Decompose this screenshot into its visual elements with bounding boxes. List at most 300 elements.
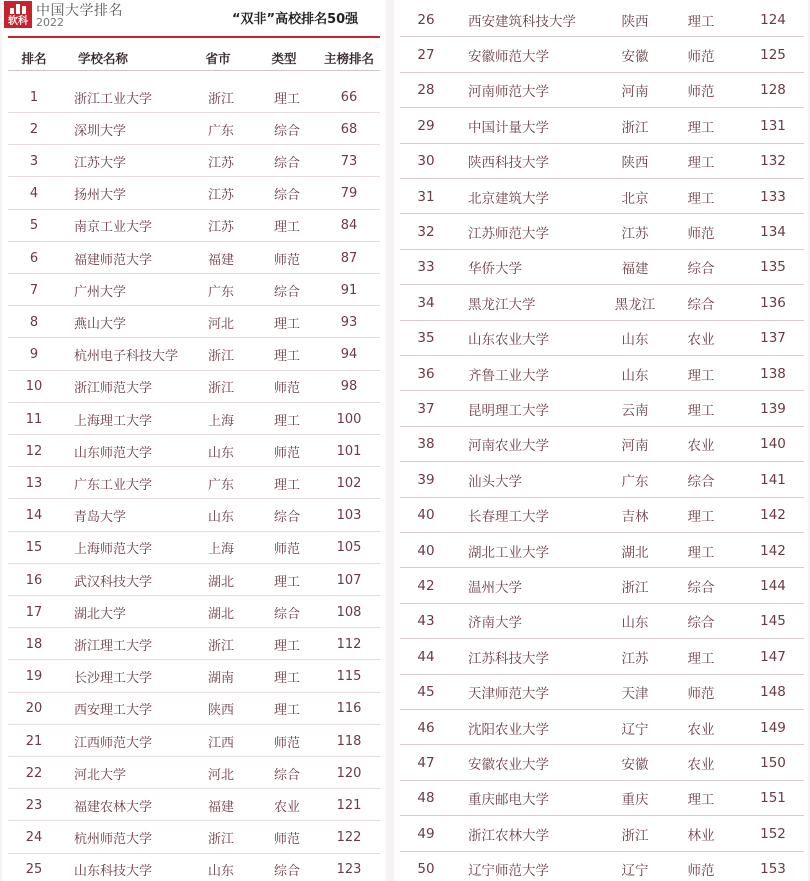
main-rank-cell: 140 — [760, 436, 786, 453]
school-name-cell: 湖北工业大学 — [468, 544, 549, 561]
school-name-cell: 天津师范大学 — [468, 686, 549, 703]
table-row — [8, 435, 380, 467]
school-name-cell: 河北大学 — [74, 767, 127, 783]
province-cell: 河北 — [207, 767, 234, 783]
school-name-cell: 西安理工大学 — [74, 703, 153, 719]
province-cell: 山东 — [207, 864, 234, 880]
type-cell: 农业 — [687, 721, 715, 738]
school-name-cell: 浙江工业大学 — [74, 91, 153, 107]
province-cell: 山东 — [207, 510, 234, 526]
type-cell: 综合 — [687, 580, 715, 597]
main-rank-cell: 107 — [336, 572, 362, 588]
rank-cell: 44 — [417, 648, 435, 665]
main-rank-cell: 124 — [760, 11, 786, 28]
table-row — [8, 306, 380, 338]
province-cell: 浙江 — [207, 349, 234, 365]
type-cell: 师范 — [273, 832, 300, 848]
table-row — [400, 533, 804, 568]
rank-cell: 30 — [417, 153, 435, 170]
school-name-cell: 山东科技大学 — [74, 864, 153, 880]
type-cell: 综合 — [273, 155, 300, 171]
school-name-cell: 齐鲁工业大学 — [468, 367, 549, 384]
type-cell: 综合 — [273, 510, 300, 526]
type-cell: 理工 — [687, 367, 715, 384]
main-rank-cell: 153 — [760, 861, 786, 878]
type-cell: 理工 — [273, 574, 300, 590]
rank-cell: 3 — [29, 153, 39, 169]
rank-cell: 37 — [417, 401, 435, 418]
province-cell: 浙江 — [207, 832, 234, 848]
type-cell: 农业 — [687, 332, 715, 349]
school-name-cell: 江西师范大学 — [74, 735, 153, 751]
type-cell: 理工 — [687, 155, 715, 172]
main-rank-cell: 116 — [336, 701, 362, 717]
main-rank-cell: 138 — [760, 365, 786, 382]
school-name-cell: 山东农业大学 — [468, 332, 549, 349]
province-cell: 山东 — [621, 367, 649, 384]
province-cell: 山东 — [621, 615, 649, 632]
table-row — [8, 532, 380, 564]
province-cell: 江苏 — [207, 155, 234, 171]
main-rank-cell: 151 — [760, 790, 786, 807]
rank-cell: 29 — [417, 117, 435, 134]
main-rank-cell: 84 — [340, 218, 358, 234]
province-cell: 浙江 — [207, 91, 234, 107]
type-cell: 师范 — [273, 381, 300, 397]
school-name-cell: 辽宁师范大学 — [468, 863, 549, 880]
table-row — [400, 144, 804, 179]
type-cell: 综合 — [687, 615, 715, 632]
main-rank-cell: 142 — [760, 542, 786, 559]
rank-cell: 31 — [417, 188, 435, 205]
main-rank-cell: 105 — [336, 540, 362, 556]
school-name-cell: 广东工业大学 — [74, 477, 153, 493]
school-name-cell: 西安建筑科技大学 — [468, 13, 576, 30]
rank-cell: 11 — [25, 411, 43, 427]
table-row — [8, 178, 380, 210]
main-rank-cell: 102 — [336, 475, 362, 491]
table-row — [400, 816, 804, 851]
school-name-cell: 陕西科技大学 — [468, 155, 549, 172]
type-cell: 综合 — [687, 473, 715, 490]
rank-cell: 2 — [29, 121, 39, 137]
province-cell: 云南 — [621, 403, 649, 420]
type-cell: 师范 — [687, 686, 715, 703]
type-cell: 理工 — [687, 119, 715, 136]
province-cell: 浙江 — [621, 827, 649, 844]
type-cell: 综合 — [687, 261, 715, 278]
logo-icon — [4, 1, 32, 28]
rank-cell: 5 — [29, 218, 39, 234]
table-row — [8, 693, 380, 725]
table-row — [8, 81, 380, 113]
main-rank-cell: 141 — [760, 471, 786, 488]
school-name-cell: 福建师范大学 — [74, 252, 153, 268]
type-cell: 理工 — [273, 703, 300, 719]
school-name-cell: 江苏师范大学 — [468, 226, 549, 243]
province-cell: 河南 — [621, 84, 649, 101]
main-rank-cell: 150 — [760, 755, 786, 772]
main-rank-cell: 120 — [336, 765, 362, 781]
table-row — [400, 37, 804, 72]
main-rank-cell: 118 — [336, 733, 362, 749]
school-name-cell: 深圳大学 — [74, 123, 127, 139]
rank-cell: 9 — [29, 347, 39, 363]
rank-cell: 18 — [25, 636, 43, 652]
type-cell: 理工 — [273, 349, 300, 365]
province-cell: 湖北 — [207, 574, 234, 590]
school-name-cell: 武汉科技大学 — [74, 574, 153, 590]
rank-cell: 28 — [417, 82, 435, 99]
school-name-cell: 南京工业大学 — [74, 220, 153, 236]
main-rank-cell: 115 — [336, 669, 362, 685]
rank-cell: 24 — [25, 830, 43, 846]
province-cell: 上海 — [207, 542, 234, 558]
school-name-cell: 浙江农林大学 — [468, 827, 549, 844]
rank-cell: 35 — [417, 330, 435, 347]
province-cell: 浙江 — [621, 119, 649, 136]
table-row — [8, 661, 380, 693]
rank-cell: 7 — [29, 282, 39, 298]
school-name-cell: 黑龙江大学 — [468, 296, 536, 313]
school-name-cell: 浙江理工大学 — [74, 638, 153, 654]
province-cell: 福建 — [207, 799, 234, 815]
brand-title: 中国大学排名 — [36, 3, 123, 19]
province-cell: 陕西 — [207, 703, 234, 719]
rank-cell: 47 — [417, 755, 435, 772]
province-cell: 广东 — [207, 477, 234, 493]
rank-cell: 12 — [25, 443, 43, 459]
main-rank-cell: 68 — [340, 121, 358, 137]
school-name-cell: 河南师范大学 — [468, 84, 549, 101]
province-cell: 辽宁 — [621, 863, 649, 880]
school-name-cell: 汕头大学 — [468, 473, 522, 490]
table-row — [8, 854, 380, 881]
type-cell: 理工 — [273, 91, 300, 107]
main-rank-cell: 137 — [760, 330, 786, 347]
table-row — [8, 145, 380, 177]
school-name-cell: 青岛大学 — [74, 510, 127, 526]
main-rank-cell: 135 — [760, 259, 786, 276]
school-name-cell: 江苏科技大学 — [468, 650, 549, 667]
rank-cell: 23 — [25, 797, 43, 813]
table-row — [400, 462, 804, 497]
type-cell: 林业 — [687, 827, 715, 844]
province-cell: 天津 — [621, 686, 649, 703]
rank-cell: 42 — [417, 578, 435, 595]
type-cell: 综合 — [273, 188, 300, 204]
table-row — [400, 285, 804, 320]
table-row — [8, 274, 380, 306]
table-row — [400, 214, 804, 249]
main-rank-cell: 112 — [336, 636, 362, 652]
rank-cell: 26 — [417, 11, 435, 28]
main-rank-cell: 142 — [760, 507, 786, 524]
rank-cell: 38 — [417, 436, 435, 453]
brand-year: 2022 — [36, 16, 64, 29]
rank-cell: 19 — [25, 669, 43, 685]
province-cell: 安徽 — [621, 757, 649, 774]
rank-cell: 40 — [417, 542, 435, 559]
main-rank-cell: 108 — [336, 604, 362, 620]
main-rank-cell: 131 — [760, 117, 786, 134]
main-rank-cell: 101 — [336, 443, 362, 459]
rank-cell: 6 — [29, 250, 39, 266]
province-cell: 湖南 — [207, 671, 234, 687]
rank-cell: 50 — [417, 861, 435, 878]
table-row — [400, 604, 804, 639]
province-cell: 浙江 — [207, 638, 234, 654]
main-rank-cell: 145 — [760, 613, 786, 630]
school-name-cell: 长春理工大学 — [468, 509, 549, 526]
rank-cell: 15 — [25, 540, 43, 556]
type-cell: 理工 — [687, 792, 715, 809]
main-rank-cell: 128 — [760, 82, 786, 99]
province-cell: 江苏 — [621, 650, 649, 667]
province-cell: 陕西 — [621, 13, 649, 30]
type-cell: 理工 — [273, 671, 300, 687]
main-rank-cell: 100 — [336, 411, 362, 427]
province-cell: 浙江 — [207, 381, 234, 397]
province-cell: 上海 — [207, 413, 234, 429]
province-cell: 山东 — [621, 332, 649, 349]
type-cell: 师范 — [687, 84, 715, 101]
province-cell: 广东 — [621, 473, 649, 490]
table-row — [400, 427, 804, 462]
province-cell: 重庆 — [621, 792, 649, 809]
column-header-main-rank: 主榜排名 — [323, 51, 374, 66]
table-row — [400, 108, 804, 143]
school-name-cell: 上海理工大学 — [74, 413, 153, 429]
type-cell: 师范 — [687, 226, 715, 243]
column-header-rank: 排名 — [21, 51, 47, 66]
type-cell: 综合 — [273, 767, 300, 783]
school-name-cell: 上海师范大学 — [74, 542, 153, 558]
main-rank-cell: 148 — [760, 684, 786, 701]
province-cell: 湖北 — [621, 544, 649, 561]
table-row — [400, 250, 804, 285]
type-cell: 师范 — [687, 49, 715, 66]
table-row — [400, 2, 804, 37]
rank-cell: 14 — [25, 508, 43, 524]
main-rank-cell: 79 — [340, 186, 358, 202]
school-name-cell: 安徽农业大学 — [468, 757, 549, 774]
rank-cell: 13 — [25, 475, 43, 491]
right-table-panel — [394, 0, 808, 881]
main-rank-cell: 94 — [340, 347, 358, 363]
province-cell: 江苏 — [207, 220, 234, 236]
school-name-cell: 重庆邮电大学 — [468, 792, 549, 809]
table-row — [400, 568, 804, 603]
table-row — [8, 242, 380, 274]
table-row — [8, 757, 380, 789]
type-cell: 理工 — [273, 316, 300, 332]
table-row — [8, 822, 380, 854]
table-row — [400, 781, 804, 816]
table-row — [400, 639, 804, 674]
rank-cell: 17 — [25, 604, 43, 620]
school-name-cell: 广州大学 — [74, 284, 127, 300]
main-rank-cell: 93 — [340, 314, 358, 330]
type-cell: 师范 — [273, 445, 300, 461]
rank-cell: 25 — [25, 862, 43, 878]
main-rank-cell: 132 — [760, 153, 786, 170]
type-cell: 综合 — [687, 296, 715, 313]
type-cell: 农业 — [687, 757, 715, 774]
province-cell: 江西 — [207, 735, 234, 751]
logo-text: 软科 — [8, 16, 28, 27]
table-row — [400, 321, 804, 356]
table-row — [400, 356, 804, 391]
rank-cell: 45 — [417, 684, 435, 701]
province-cell: 广东 — [207, 284, 234, 300]
type-cell: 理工 — [273, 477, 300, 493]
type-cell: 理工 — [687, 509, 715, 526]
main-rank-cell: 134 — [760, 224, 786, 241]
table-row — [8, 564, 380, 596]
type-cell: 理工 — [273, 220, 300, 236]
rank-cell: 10 — [25, 379, 43, 395]
rank-cell: 39 — [417, 471, 435, 488]
main-rank-cell: 73 — [340, 153, 358, 169]
table-row — [8, 113, 380, 145]
main-rank-cell: 149 — [760, 719, 786, 736]
table-row — [8, 403, 380, 435]
type-cell: 师范 — [273, 542, 300, 558]
type-cell: 农业 — [687, 438, 715, 455]
rank-cell: 49 — [417, 825, 435, 842]
province-cell: 湖北 — [207, 606, 234, 622]
table-row — [400, 710, 804, 745]
main-rank-cell: 133 — [760, 188, 786, 205]
school-name-cell: 温州大学 — [468, 580, 522, 597]
table-row — [8, 789, 380, 821]
province-cell: 辽宁 — [621, 721, 649, 738]
table-row — [8, 339, 380, 371]
table-row — [400, 675, 804, 710]
province-cell: 福建 — [207, 252, 234, 268]
table-row — [400, 852, 804, 881]
type-cell: 理工 — [687, 190, 715, 207]
province-cell: 北京 — [621, 190, 649, 207]
school-name-cell: 昆明理工大学 — [468, 403, 549, 420]
rank-cell: 4 — [29, 186, 39, 202]
school-name-cell: 北京建筑大学 — [468, 190, 549, 207]
main-rank-cell: 122 — [336, 830, 362, 846]
school-name-cell: 沈阳农业大学 — [468, 721, 549, 738]
rank-cell: 43 — [417, 613, 435, 630]
type-cell: 师范 — [273, 735, 300, 751]
rank-cell: 22 — [25, 765, 43, 781]
page-title: “双非”高校排名50强 — [232, 12, 359, 27]
province-cell: 黑龙江 — [614, 296, 656, 313]
main-rank-cell: 87 — [340, 250, 358, 266]
province-cell: 江苏 — [621, 226, 649, 243]
rank-cell: 20 — [25, 701, 43, 717]
main-rank-cell: 98 — [340, 379, 358, 395]
rank-cell: 27 — [417, 47, 435, 64]
rank-cell: 21 — [25, 733, 43, 749]
rank-cell: 34 — [417, 294, 435, 311]
main-rank-cell: 103 — [336, 508, 362, 524]
type-cell: 理工 — [687, 650, 715, 667]
province-cell: 河南 — [621, 438, 649, 455]
type-cell: 理工 — [687, 544, 715, 561]
type-cell: 师范 — [687, 863, 715, 880]
school-name-cell: 山东师范大学 — [74, 445, 153, 461]
rank-cell: 48 — [417, 790, 435, 807]
province-cell: 陕西 — [621, 155, 649, 172]
rank-cell: 16 — [25, 572, 43, 588]
table-row — [400, 391, 804, 426]
column-header-divider — [8, 70, 380, 71]
table-row — [400, 498, 804, 533]
type-cell: 综合 — [273, 606, 300, 622]
main-rank-cell: 121 — [336, 797, 362, 813]
column-header-type: 类型 — [271, 51, 297, 66]
main-rank-cell: 139 — [760, 401, 786, 418]
column-header-school: 学校名称 — [77, 51, 128, 66]
rank-cell: 33 — [417, 259, 435, 276]
school-name-cell: 湖北大学 — [74, 606, 127, 622]
header-divider — [8, 36, 380, 38]
province-cell: 福建 — [621, 261, 649, 278]
type-cell: 理工 — [687, 13, 715, 30]
table-row — [8, 371, 380, 403]
school-name-cell: 扬州大学 — [74, 188, 127, 204]
main-rank-cell: 152 — [760, 825, 786, 842]
table-row — [8, 467, 380, 499]
table-row — [8, 210, 380, 242]
rank-cell: 46 — [417, 719, 435, 736]
type-cell: 综合 — [273, 284, 300, 300]
school-name-cell: 中国计量大学 — [468, 119, 549, 136]
rank-cell: 8 — [29, 314, 39, 330]
left-table-panel — [2, 0, 386, 881]
province-cell: 吉林 — [621, 509, 649, 526]
main-rank-cell: 147 — [760, 648, 786, 665]
rank-cell: 36 — [417, 365, 435, 382]
main-rank-cell: 123 — [336, 862, 362, 878]
table-row — [400, 179, 804, 214]
type-cell: 综合 — [273, 123, 300, 139]
rank-cell: 40 — [417, 507, 435, 524]
school-name-cell: 福建农林大学 — [74, 799, 153, 815]
school-name-cell: 河南农业大学 — [468, 438, 549, 455]
province-cell: 江苏 — [207, 188, 234, 204]
column-header-province: 省市 — [205, 51, 231, 66]
rank-cell: 32 — [417, 224, 435, 241]
school-name-cell: 杭州师范大学 — [74, 832, 153, 848]
province-cell: 广东 — [207, 123, 234, 139]
province-cell: 安徽 — [621, 49, 649, 66]
table-row — [8, 725, 380, 757]
main-rank-cell: 91 — [340, 282, 358, 298]
province-cell: 山东 — [207, 445, 234, 461]
school-name-cell: 华侨大学 — [468, 261, 522, 278]
school-name-cell: 江苏大学 — [74, 155, 127, 171]
school-name-cell: 杭州电子科技大学 — [74, 349, 179, 365]
school-name-cell: 浙江师范大学 — [74, 381, 153, 397]
table-row — [400, 745, 804, 780]
school-name-cell: 安徽师范大学 — [468, 49, 549, 66]
province-cell: 河北 — [207, 316, 234, 332]
main-rank-cell: 125 — [760, 47, 786, 64]
main-rank-cell: 144 — [760, 578, 786, 595]
table-row — [8, 596, 380, 628]
brand-header — [4, 0, 144, 30]
type-cell: 理工 — [273, 413, 300, 429]
